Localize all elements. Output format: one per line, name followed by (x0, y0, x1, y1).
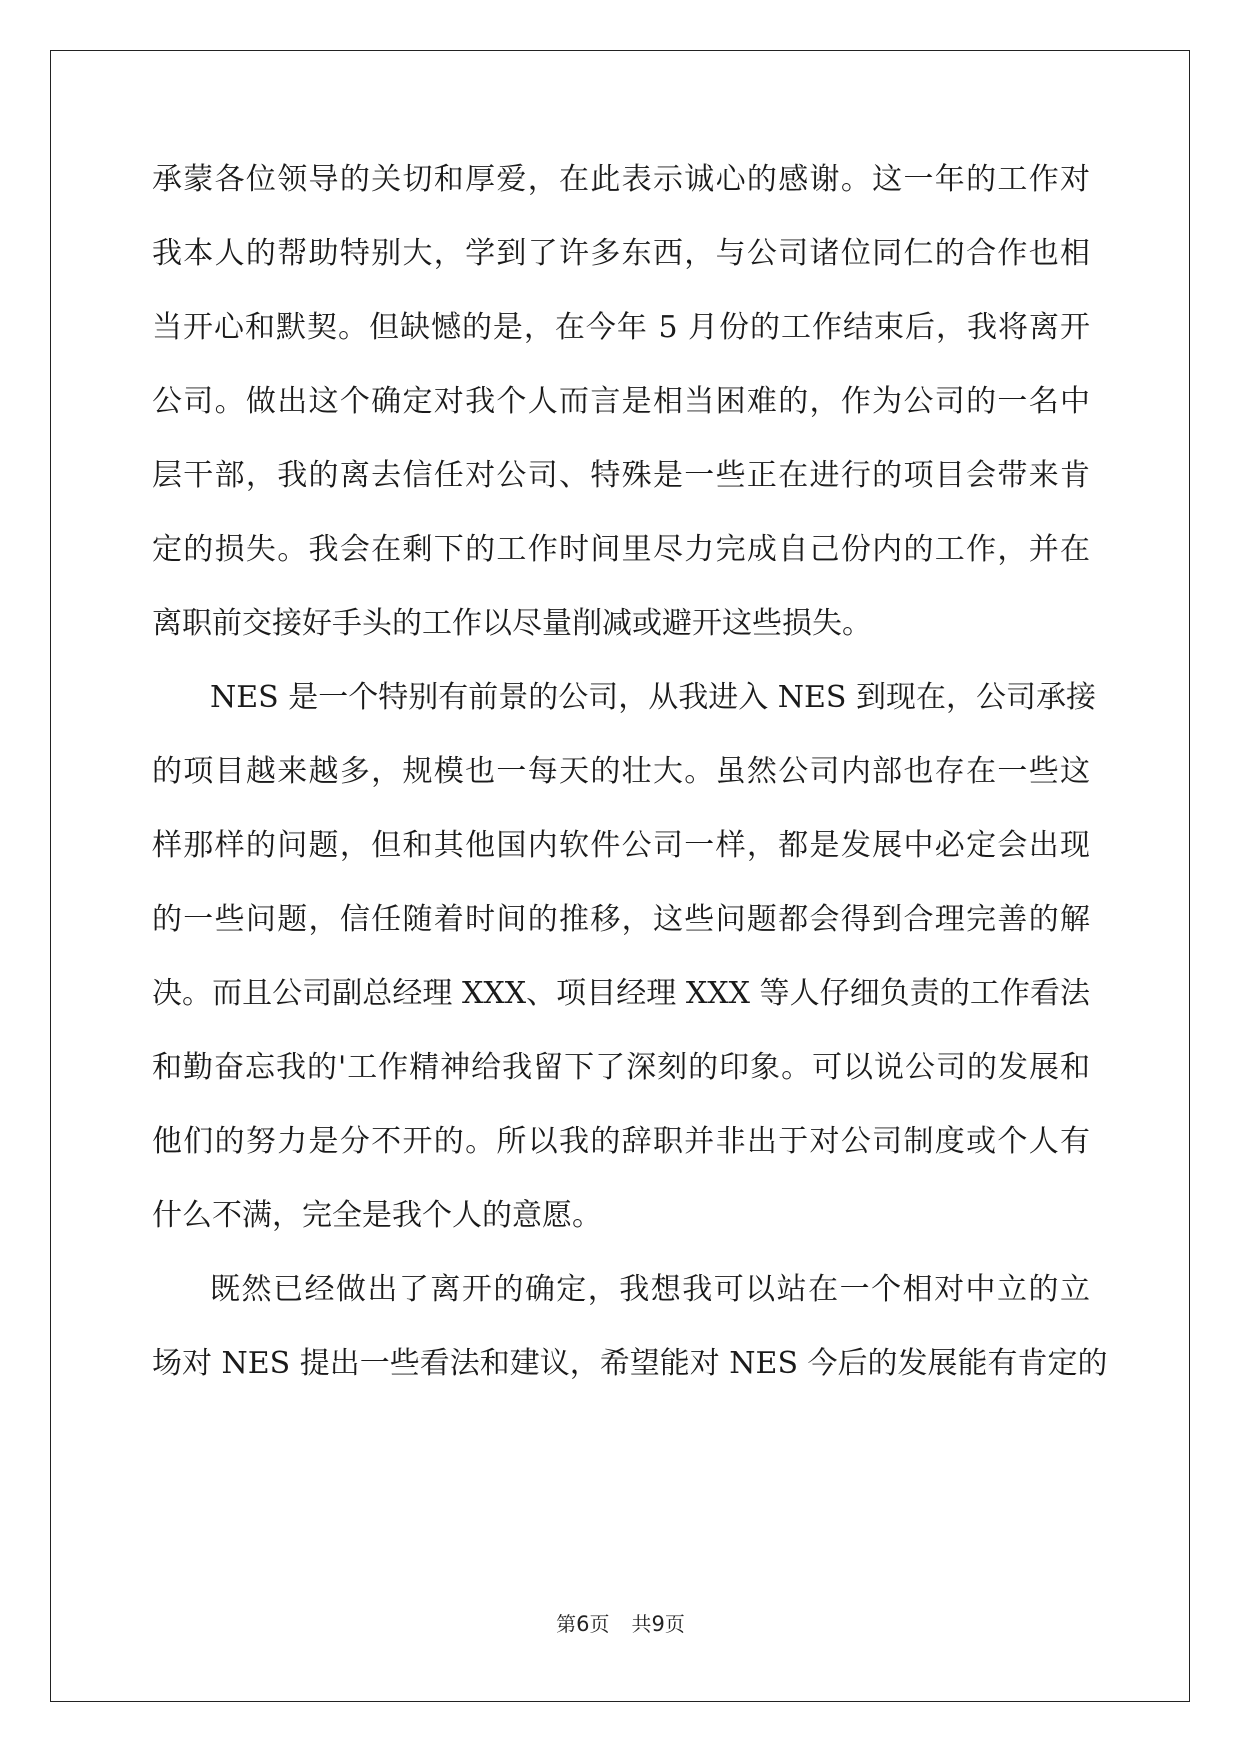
text-line: 和勤奋忘我的'工作精神给我留下了深刻的印象。可以说公司的发展和 (152, 1050, 1090, 1085)
text-line: NES 是一个特别有前景的公司，从我进入 NES 到现在，公司承接 (210, 680, 1097, 715)
text-line: 离职前交接好手头的工作以尽量削减或避开这些损失。 (152, 606, 872, 641)
page-prefix: 第 (556, 1612, 577, 1636)
page-footer (0, 1612, 1241, 1636)
text-line: 承蒙各位领导的关切和厚爱，在此表示诚心的感谢。这一年的工作对 (152, 162, 1090, 197)
total-pages: 9 (651, 1612, 665, 1636)
text-line: 样那样的问题，但和其他国内软件公司一样，都是发展中必定会出现 (152, 828, 1090, 863)
page-suffix: 页 (589, 1612, 610, 1636)
text-line: 层干部，我的离去信任对公司、特殊是一些正在进行的项目会带来肯 (152, 458, 1090, 493)
text-line: 他们的努力是分不开的。所以我的辞职并非出于对公司制度或个人有 (152, 1124, 1090, 1159)
page-border (50, 50, 1190, 1702)
text-line: 既然已经做出了离开的确定，我想我可以站在一个相对中立的立 (210, 1272, 1090, 1307)
text-line: 我本人的帮助特别大，学到了许多东西，与公司诸位同仁的合作也相 (152, 236, 1090, 271)
text-line: 公司。做出这个确定对我个人而言是相当困难的，作为公司的一名中 (152, 384, 1090, 419)
total-suffix: 页 (664, 1612, 685, 1636)
text-line: 的一些问题，信任随着时间的推移，这些问题都会得到合理完善的解 (152, 902, 1090, 937)
text-line: 定的损失。我会在剩下的工作时间里尽力完成自己份内的工作，并在 (152, 532, 1090, 567)
text-line: 场对 NES 提出一些看法和建议，希望能对 NES 今后的发展能有肯定的 (152, 1346, 1108, 1381)
page-number: 6 (576, 1612, 590, 1636)
text-line: 什么不满，完全是我个人的意愿。 (152, 1198, 602, 1233)
text-line: 的项目越来越多，规模也一每天的壮大。虽然公司内部也存在一些这 (152, 754, 1090, 789)
text-line: 决。而且公司副总经理 XXX、项目经理 XXX 等人仔细负责的工作看法 (152, 976, 1090, 1011)
total-prefix: 共 (631, 1612, 652, 1636)
text-line: 当开心和默契。但缺憾的是，在今年 5 月份的工作结束后，我将离开 (152, 310, 1090, 345)
